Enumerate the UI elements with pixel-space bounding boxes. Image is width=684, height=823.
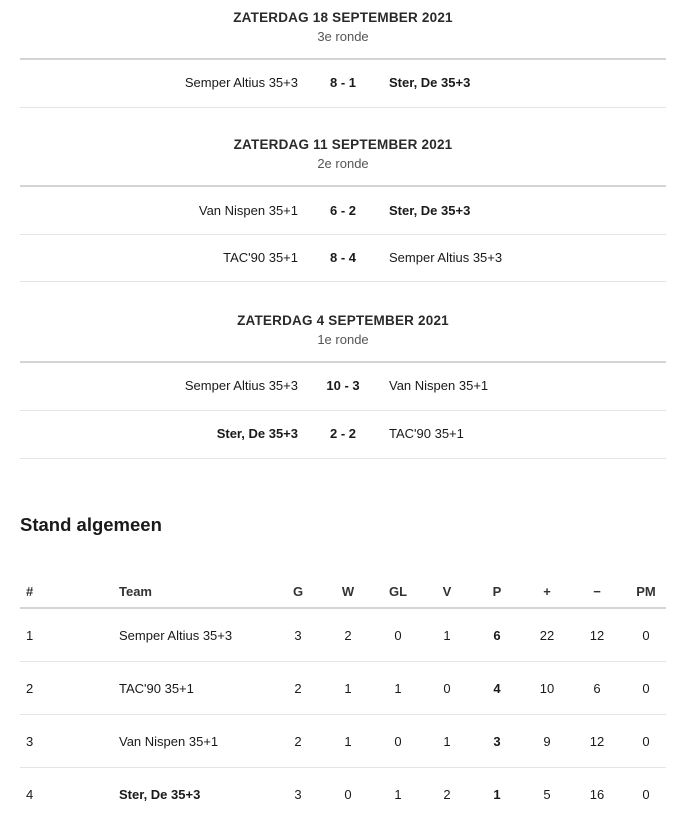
cell-played: 3 [294,628,302,643]
cell-goals-for: 22 [539,628,555,643]
cell-goals-against: 6 [593,681,601,696]
away-team[interactable]: Ster, De 35+3 [389,203,471,218]
standings-title: Stand algemeen [20,514,162,535]
cell-penalty-points: 0 [642,734,650,749]
cell-position: 1 [26,628,34,643]
cell-penalty-points: 0 [642,787,650,802]
match-row[interactable] [20,73,666,93]
divider [20,410,666,411]
header-goals-for: + [543,584,551,599]
divider [20,281,666,282]
header-points: P [492,584,502,599]
home-team[interactable]: Van Nispen 35+1 [198,203,298,218]
divider [20,714,666,715]
away-team[interactable]: Van Nispen 35+1 [389,378,489,393]
divider [20,607,666,609]
header-won: W [341,584,355,599]
header-penalty-points: PM [636,584,656,599]
header-draw: GL [388,584,408,599]
cell-lost: 1 [443,734,451,749]
round-3-header [20,10,666,44]
home-team[interactable]: Ster, De 35+3 [216,426,298,441]
away-team[interactable]: Ster, De 35+3 [389,75,471,90]
cell-played: 3 [294,787,302,802]
cell-lost: 0 [443,681,451,696]
round-date: ZATERDAG 18 SEPTEMBER 2021 [233,10,453,25]
cell-goals-for: 5 [543,787,551,802]
home-team[interactable]: TAC'90 35+1 [223,250,298,265]
round-date: ZATERDAG 11 SEPTEMBER 2021 [233,137,453,152]
divider [20,661,666,662]
match-row[interactable] [20,201,666,221]
match-score: 8 - 4 [329,250,356,265]
cell-penalty-points: 0 [642,681,650,696]
divider [20,58,666,60]
match-score: 2 - 2 [329,426,356,441]
cell-goals-against: 12 [589,628,605,643]
round-date: ZATERDAG 4 SEPTEMBER 2021 [237,313,449,328]
cell-points: 4 [493,681,501,696]
match-score: 6 - 2 [329,203,356,218]
match-score: 10 - 3 [326,378,360,393]
cell-draw: 0 [394,734,402,749]
divider [20,361,666,363]
header-played: G [292,584,304,599]
match-row[interactable] [20,424,666,444]
cell-lost: 1 [443,628,451,643]
cell-played: 2 [294,681,302,696]
cell-team[interactable]: TAC'90 35+1 [119,681,194,696]
cell-goals-for: 9 [543,734,551,749]
header-team: Team [119,584,152,599]
header-position: # [26,584,34,599]
cell-lost: 2 [443,787,451,802]
home-team[interactable]: Semper Altius 35+3 [184,75,298,90]
cell-goals-against: 12 [589,734,605,749]
match-score: 8 - 1 [329,75,356,90]
cell-team[interactable]: Ster, De 35+3 [119,787,201,802]
header-goals-against: − [593,584,601,599]
cell-penalty-points: 0 [642,628,650,643]
cell-points: 3 [493,734,501,749]
cell-goals-for: 10 [539,681,555,696]
cell-position: 4 [26,787,34,802]
home-team[interactable]: Semper Altius 35+3 [184,378,298,393]
cell-won: 1 [344,734,352,749]
cell-draw: 1 [394,787,402,802]
cell-team[interactable]: Semper Altius 35+3 [119,628,233,643]
cell-draw: 0 [394,628,402,643]
divider [20,185,666,187]
cell-played: 2 [294,734,302,749]
cell-team[interactable]: Van Nispen 35+1 [119,734,219,749]
divider [20,234,666,235]
cell-points: 6 [493,628,501,643]
cell-position: 2 [26,681,34,696]
divider [20,767,666,768]
cell-goals-against: 16 [589,787,605,802]
round-label: 2e ronde [317,156,369,171]
match-row[interactable] [20,248,666,268]
divider [20,458,666,459]
round-label: 3e ronde [317,29,369,44]
round-2-header [20,137,666,171]
cell-won: 0 [344,787,352,802]
header-lost: V [442,584,452,599]
away-team[interactable]: TAC'90 35+1 [389,426,464,441]
cell-position: 3 [26,734,34,749]
round-label: 1e ronde [317,332,369,347]
cell-points: 1 [493,787,501,802]
cell-won: 2 [344,628,352,643]
cell-draw: 1 [394,681,402,696]
round-1-header [20,313,666,347]
cell-won: 1 [344,681,352,696]
away-team[interactable]: Semper Altius 35+3 [389,250,503,265]
divider [20,107,666,108]
match-row[interactable] [20,376,666,396]
